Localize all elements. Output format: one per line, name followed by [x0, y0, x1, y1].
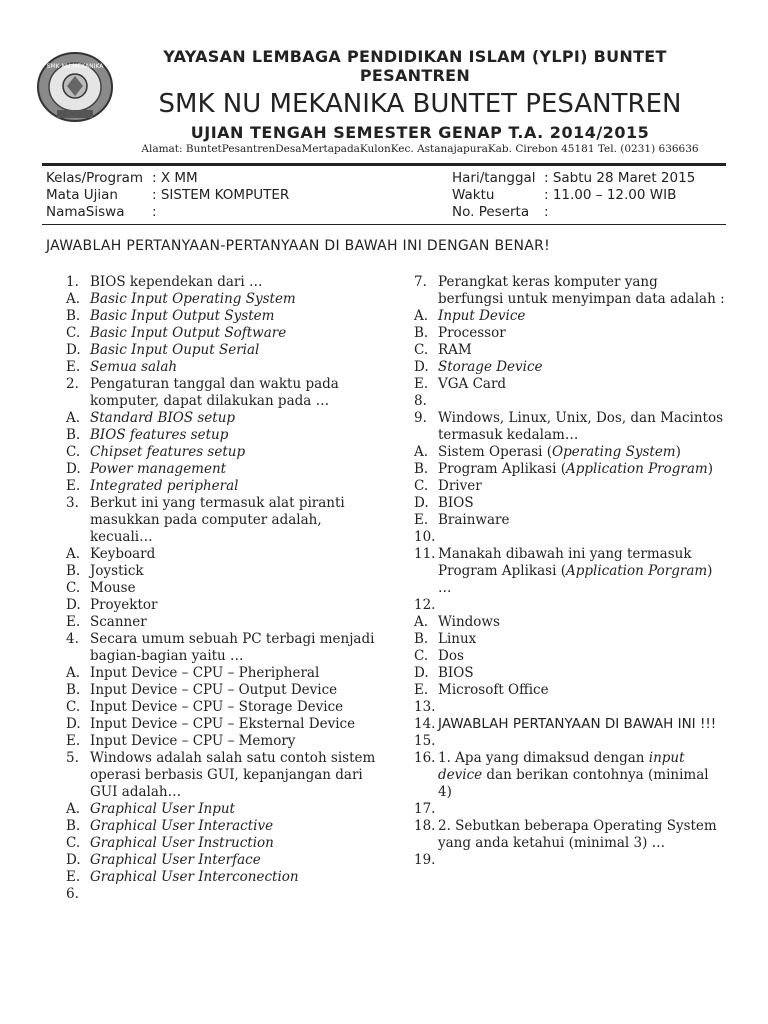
item-number: A.: [414, 614, 429, 630]
question-row: [66, 733, 378, 750]
exam-title: UJIAN TENGAH SEMESTER GENAP T.A. 2014/2015: [190, 123, 650, 142]
item-number: 3.: [66, 495, 79, 511]
item-text: Graphical User Interface: [90, 852, 261, 868]
question-row: [414, 546, 726, 597]
school-logo: [35, 50, 115, 125]
question-row: [414, 631, 726, 648]
info-divider: [42, 224, 726, 225]
question-row: [414, 716, 726, 733]
question-row: [414, 325, 726, 342]
item-number: 14.: [414, 716, 436, 732]
question-row: [66, 580, 378, 597]
item-text: Integrated peripheral: [90, 478, 239, 494]
item-number: E.: [414, 512, 429, 528]
question-row: [66, 427, 378, 444]
info-row: Waktu : 11.00 – 12.00 WIB: [452, 187, 677, 203]
item-number: 10.: [414, 529, 436, 545]
question-row: [414, 512, 726, 529]
item-number: B.: [66, 308, 81, 324]
question-row: [414, 614, 726, 631]
item-text: Program Aplikasi (Application Program): [438, 461, 713, 477]
item-text: Mouse: [90, 580, 136, 596]
item-number: D.: [414, 359, 429, 375]
question-row: [66, 750, 378, 801]
info-left: [46, 170, 289, 221]
item-text: Power management: [90, 461, 227, 477]
item-number: B.: [414, 325, 429, 341]
item-text: Input Device – CPU – Memory: [90, 733, 296, 749]
item-text: VGA Card: [438, 376, 507, 392]
item-number: C.: [66, 444, 81, 460]
question-row: [414, 393, 726, 410]
item-text: Graphical User Interactive: [90, 818, 274, 834]
item-text: Berkut ini yang termasuk alat piranti masukkan pada computer adalah, kecuali…: [90, 495, 345, 545]
question-row: [66, 308, 378, 325]
item-text: Dos: [438, 648, 464, 664]
instruction-heading: JAWABLAH PERTANYAAN-PERTANYAAN DI BAWAH INI DENGAN BENAR!: [46, 238, 551, 254]
item-number: C.: [414, 478, 429, 494]
item-number: C.: [414, 342, 429, 358]
item-number: 19.: [414, 852, 436, 868]
document-header: [0, 0, 768, 165]
question-row: [66, 376, 378, 410]
item-number: B.: [414, 461, 429, 477]
school-address: Alamat: BuntetPesantrenDesaMertapadaKulonKec. AstanajapuraKab. Cirebon 45181 Tel. (0231) 636636: [141, 143, 699, 155]
item-text: Pengaturan tanggal dan waktu pada komputer, dapat dilakukan pada …: [90, 376, 339, 409]
item-text: Scanner: [90, 614, 147, 630]
item-number: A.: [66, 801, 81, 817]
question-row: [66, 461, 378, 478]
question-row: [414, 801, 726, 818]
question-row: [414, 478, 726, 495]
item-number: 12.: [414, 597, 436, 613]
item-number: 1.: [66, 274, 79, 290]
question-row: [414, 597, 726, 614]
item-number: E.: [66, 359, 81, 375]
question-row: [66, 835, 378, 852]
item-text: Microsoft Office: [438, 682, 549, 698]
school-name: SMK NU MEKANIKA BUNTET PESANTREN: [158, 89, 682, 119]
item-number: 13.: [414, 699, 436, 715]
item-text: BIOS features setup: [90, 427, 229, 443]
question-row: [66, 818, 378, 835]
item-number: B.: [66, 427, 81, 443]
svg-text:SMK NU MEKANIKA: SMK NU MEKANIKA: [46, 63, 104, 70]
item-number: 15.: [414, 733, 436, 749]
item-number: D.: [66, 716, 81, 732]
item-text: Semua salah: [90, 359, 178, 375]
item-text: BIOS: [438, 495, 474, 511]
question-row: [414, 274, 726, 308]
question-row: [66, 597, 378, 614]
question-row: [66, 274, 378, 291]
question-row: [414, 359, 726, 376]
organization-name: YAYASAN LEMBAGA PENDIDIKAN ISLAM (YLPI) BUNTET PESANTREN: [163, 47, 667, 85]
question-row: [414, 699, 726, 716]
question-row: [66, 359, 378, 376]
item-text: Brainware: [438, 512, 510, 528]
item-number: 17.: [414, 801, 436, 817]
question-row: [66, 342, 378, 359]
item-number: D.: [66, 852, 81, 868]
item-text: RAM: [438, 342, 472, 358]
question-row: [66, 886, 378, 903]
item-text: Chipset features setup: [90, 444, 246, 460]
item-number: C.: [66, 580, 81, 596]
item-number: D.: [414, 665, 429, 681]
item-number: C.: [66, 699, 81, 715]
question-row: [414, 852, 726, 869]
item-number: 7.: [414, 274, 427, 290]
item-text: Graphical User Interconection: [90, 869, 299, 885]
item-number: A.: [414, 444, 429, 460]
item-number: D.: [66, 597, 81, 613]
header-divider: [42, 163, 726, 166]
item-text: Input Device – CPU – Pheripheral: [90, 665, 320, 681]
item-number: B.: [66, 818, 81, 834]
item-text: Graphical User Instruction: [90, 835, 274, 851]
question-row: [414, 665, 726, 682]
item-text: Driver: [438, 478, 482, 494]
item-text: Perangkat keras komputer yang berfungsi untuk menyimpan data adalah :: [438, 274, 725, 307]
question-row: [66, 614, 378, 631]
question-row: [414, 461, 726, 478]
item-number: B.: [66, 563, 81, 579]
question-row: [66, 869, 378, 886]
question-row: [66, 682, 378, 699]
question-row: [66, 444, 378, 461]
item-number: E.: [66, 733, 81, 749]
item-number: C.: [66, 325, 81, 341]
item-number: 6.: [66, 886, 79, 902]
item-number: A.: [66, 291, 81, 307]
item-text: Basic Input Ouput Serial: [90, 342, 260, 358]
item-text: Keyboard: [90, 546, 156, 562]
question-row: [66, 410, 378, 427]
item-number: C.: [66, 835, 81, 851]
question-row: [66, 801, 378, 818]
question-row: [414, 733, 726, 750]
item-number: A.: [66, 546, 81, 562]
question-row: [414, 529, 726, 546]
info-row: Hari/tanggal : Sabtu 28 Maret 2015: [452, 170, 696, 186]
item-number: 16.: [414, 750, 436, 766]
right-question-column: [414, 274, 726, 869]
item-number: E.: [66, 614, 81, 630]
question-row: [66, 665, 378, 682]
item-number: E.: [414, 682, 429, 698]
question-row: [414, 818, 726, 852]
item-number: C.: [414, 648, 429, 664]
item-number: E.: [414, 376, 429, 392]
question-row: [66, 631, 378, 665]
question-row: [66, 478, 378, 495]
item-number: 4.: [66, 631, 79, 647]
question-row: [66, 546, 378, 563]
item-text: Standard BIOS setup: [90, 410, 236, 426]
question-row: [66, 325, 378, 342]
question-row: [414, 495, 726, 512]
item-number: 11.: [414, 546, 436, 562]
item-text: 1. Apa yang dimaksud dengan input device dan berikan contohnya (minimal 4): [438, 750, 709, 800]
item-text: Sistem Operasi (Operating System): [438, 444, 681, 460]
item-number: A.: [414, 308, 429, 324]
item-number: A.: [66, 410, 81, 426]
info-row: Kelas/Program : X MM: [46, 170, 198, 186]
item-number: 8.: [414, 393, 427, 409]
item-text: JAWABLAH PERTANYAAN DI BAWAH INI !!!: [438, 716, 717, 732]
item-text: Input Device: [438, 308, 526, 324]
item-number: 5.: [66, 750, 79, 766]
question-row: [66, 563, 378, 580]
left-question-column: [66, 274, 378, 903]
info-row: Mata Ujian : SISTEM KOMPUTER: [46, 187, 290, 203]
item-number: 18.: [414, 818, 436, 834]
item-number: E.: [66, 478, 81, 494]
info-row: NamaSiswa :: [46, 204, 157, 220]
question-row: [414, 308, 726, 325]
question-row: [414, 648, 726, 665]
item-number: D.: [414, 495, 429, 511]
question-row: [414, 682, 726, 699]
item-number: D.: [66, 461, 81, 477]
question-row: [66, 699, 378, 716]
item-text: Input Device – CPU – Storage Device: [90, 699, 344, 715]
question-row: [414, 444, 726, 461]
question-row: [414, 376, 726, 393]
item-text: Input Device – CPU – Output Device: [90, 682, 338, 698]
item-text: Basic Input Output Software: [90, 325, 287, 341]
item-text: Graphical User Input: [90, 801, 235, 817]
item-text: 2. Sebutkan beberapa Operating System yang anda ketahui (minimal 3) …: [438, 818, 717, 851]
item-text: Manakah dibawah ini yang termasuk Program Aplikasi (Application Porgram) …: [438, 546, 713, 596]
item-number: E.: [66, 869, 81, 885]
info-right: [452, 170, 695, 221]
question-row: [66, 716, 378, 733]
info-row: No. Peserta :: [452, 204, 549, 220]
question-row: [66, 495, 378, 546]
item-number: 2.: [66, 376, 79, 392]
item-text: BIOS: [438, 665, 474, 681]
question-row: [66, 291, 378, 308]
item-text: Linux: [438, 631, 477, 647]
item-text: Basic Input Output System: [90, 308, 275, 324]
item-text: Windows adalah salah satu contoh sistem operasi berbasis GUI, kepanjangan dari GUI adalah…: [90, 750, 376, 800]
question-row: [66, 852, 378, 869]
item-number: A.: [66, 665, 81, 681]
item-text: Proyektor: [90, 597, 158, 613]
item-number: B.: [66, 682, 81, 698]
item-text: Storage Device: [438, 359, 543, 375]
item-text: Input Device – CPU – Eksternal Device: [90, 716, 356, 732]
item-text: Secara umum sebuah PC terbagi menjadi bagian-bagian yaitu …: [90, 631, 375, 664]
item-text: Joystick: [90, 563, 144, 579]
item-number: 9.: [414, 410, 427, 426]
item-text: Windows: [438, 614, 500, 630]
item-number: B.: [414, 631, 429, 647]
item-text: Basic Input Operating System: [90, 291, 296, 307]
item-text: Windows, Linux, Unix, Dos, dan Macintos termasuk kedalam…: [438, 410, 724, 443]
item-text: BIOS kependekan dari …: [90, 274, 263, 290]
question-row: [414, 750, 726, 801]
item-text: Processor: [438, 325, 506, 341]
question-row: [414, 342, 726, 359]
question-row: [414, 410, 726, 444]
item-number: D.: [66, 342, 81, 358]
